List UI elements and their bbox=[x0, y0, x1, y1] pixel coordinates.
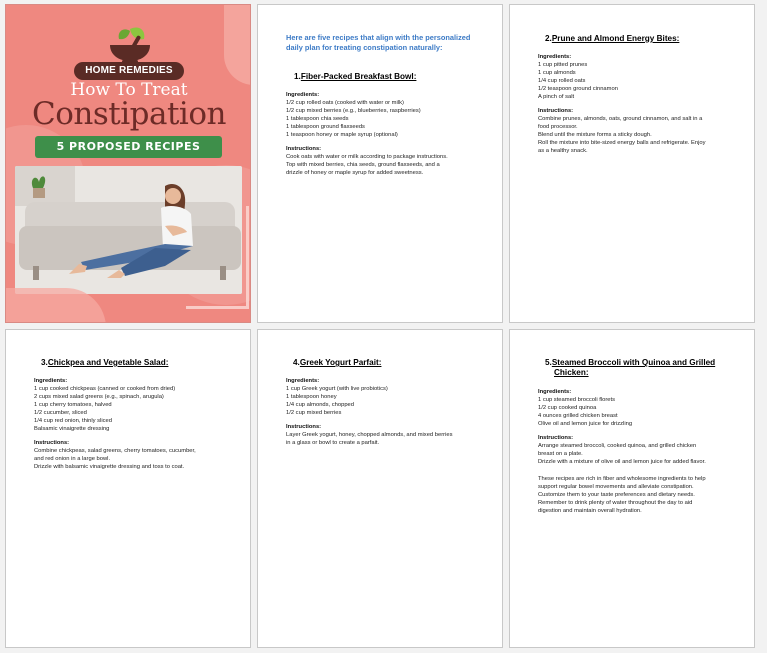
instructions-label: Instructions: bbox=[286, 424, 322, 430]
recipe-5-title-line2 bbox=[554, 368, 589, 378]
ingredient-line: 1/4 cup red onion, thinly sliced bbox=[34, 418, 112, 424]
recipe-2-title bbox=[545, 34, 679, 44]
instructions-label: Instructions: bbox=[34, 440, 70, 446]
instruction-line: Combine prunes, almonds, oats, ground cinnamon, and salt in a bbox=[538, 116, 703, 122]
cover-title-line1: How To Treat bbox=[70, 80, 188, 100]
cover-badge: HOME REMEDIES bbox=[74, 62, 184, 80]
instructions-label: Instructions: bbox=[538, 435, 574, 441]
page-2[interactable] bbox=[257, 4, 503, 323]
recipe-3-number: 3. bbox=[41, 358, 48, 367]
ingredient-line: 1 cup cooked chickpeas (canned or cooked from dried) bbox=[34, 386, 176, 392]
instruction-line: Combine chickpeas, salad greens, cherry tomatoes, cucumber, bbox=[34, 448, 196, 454]
recipe-3-name: Chickpea and Vegetable Salad: bbox=[47, 358, 169, 367]
instruction-line: Top with mixed berries, chia seeds, ground flaxseeds, and a bbox=[286, 162, 440, 168]
recipe-5-name-line1: Steamed Broccoli with Quinoa and Grilled bbox=[551, 358, 716, 367]
recipe-1-title bbox=[294, 72, 416, 82]
recipe-2-name: Prune and Almond Energy Bites: bbox=[551, 34, 680, 43]
woman-on-sofa-illustration bbox=[15, 166, 242, 294]
page-3[interactable] bbox=[509, 4, 755, 323]
closing-line: Remember to drink plenty of water throughout the day to aid bbox=[538, 500, 693, 506]
instruction-line: Blend until the mixture forms a sticky dough. bbox=[538, 132, 652, 138]
closing-line: digestion and maintain overall hydration. bbox=[538, 508, 642, 514]
closing-line: These recipes are rich in fiber and wholesome ingredients to help bbox=[538, 476, 706, 482]
page-4[interactable] bbox=[5, 329, 251, 648]
recipe-2-number: 2. bbox=[545, 34, 552, 43]
ingredient-line: 1/2 cup rolled oats (cooked with water or milk) bbox=[286, 100, 404, 106]
ingredients-label: Ingredients: bbox=[34, 378, 68, 384]
ingredients-label: Ingredients: bbox=[538, 389, 572, 395]
instruction-line: Arrange steamed broccoli, cooked quinoa, and grilled chicken bbox=[538, 443, 697, 449]
ingredient-line: Balsamic vinaigrette dressing bbox=[34, 426, 110, 432]
instruction-line: in a glass or bowl to create a parfait. bbox=[286, 440, 380, 446]
recipe-5-number: 5. bbox=[545, 358, 552, 367]
ingredient-line: 1 teaspoon honey or maple syrup (optional) bbox=[286, 132, 398, 138]
cover-decor-blob bbox=[224, 5, 251, 85]
ingredient-line: 1 cup steamed broccoli florets bbox=[538, 397, 616, 403]
ingredient-line: 1 cup almonds bbox=[538, 70, 576, 76]
instruction-line: as a healthy snack. bbox=[538, 148, 588, 154]
ingredient-line: 2 cups mixed salad greens (e.g., spinach, arugula) bbox=[34, 394, 164, 400]
recipe-1-number: 1. bbox=[294, 72, 301, 81]
ingredient-line: 1/2 cup mixed berries (e.g., blueberries, raspberries) bbox=[286, 108, 421, 114]
ingredient-line: 1/4 cup almonds, chopped bbox=[286, 402, 355, 408]
recipe-5-body bbox=[538, 388, 738, 515]
recipe-5-name-line2: Chicken: bbox=[554, 368, 589, 377]
ingredients-label: Ingredients: bbox=[286, 378, 320, 384]
ingredient-line: 1/4 cup rolled oats bbox=[538, 78, 586, 84]
page-6[interactable] bbox=[509, 329, 755, 648]
ingredient-line: 1/2 cucumber, sliced bbox=[34, 410, 87, 416]
instruction-line: Cook oats with water or milk according to package instructions. bbox=[286, 154, 448, 160]
cover-subtitle-banner: 5 PROPOSED RECIPES bbox=[35, 136, 222, 158]
ingredient-line: 1 tablespoon ground flaxseeds bbox=[286, 124, 365, 130]
instructions-label: Instructions: bbox=[286, 146, 322, 152]
ingredient-line: 1 tablespoon honey bbox=[286, 394, 337, 400]
mortar-pestle-leaf-logo bbox=[104, 25, 156, 65]
instruction-line: Drizzle with balsamic vinaigrette dressing and toss to coat. bbox=[34, 464, 185, 470]
recipe-2-body bbox=[538, 53, 738, 155]
recipe-5-title bbox=[545, 358, 715, 368]
ingredient-line: 4 ounces grilled chicken breast bbox=[538, 413, 618, 419]
recipe-3-body bbox=[34, 377, 234, 471]
closing-line: support regular bowel movements and alleviate constipation. bbox=[538, 484, 694, 490]
instruction-line: Drizzle with a mixture of olive oil and lemon juice for added flavor. bbox=[538, 459, 706, 465]
intro-paragraph: Here are five recipes that align with the personalized daily plan for treating constipation naturally: bbox=[286, 33, 471, 52]
ingredient-line: 1/2 teaspoon ground cinnamon bbox=[538, 86, 618, 92]
ingredient-line: 1/2 cup mixed berries bbox=[286, 410, 342, 416]
instruction-line: drizzle of honey or maple syrup for added sweetness. bbox=[286, 170, 424, 176]
recipe-3-title bbox=[41, 358, 168, 368]
recipe-4-title bbox=[293, 358, 381, 368]
page-5[interactable] bbox=[257, 329, 503, 648]
instruction-line: and red onion in a large bowl. bbox=[34, 456, 111, 462]
ingredient-line: Olive oil and lemon juice for drizzling bbox=[538, 421, 633, 427]
cover-page[interactable] bbox=[5, 4, 251, 323]
instruction-line: Roll the mixture into bite-sized energy balls and refrigerate. Enjoy bbox=[538, 140, 706, 146]
ingredient-line: 1/2 cup cooked quinoa bbox=[538, 405, 597, 411]
ingredient-line: 1 cup cherry tomatoes, halved bbox=[34, 402, 112, 408]
ingredient-line: 1 cup pitted prunes bbox=[538, 62, 588, 68]
recipe-4-number: 4. bbox=[293, 358, 300, 367]
ingredients-label: Ingredients: bbox=[538, 54, 572, 60]
instruction-line: food processor. bbox=[538, 124, 578, 130]
cover-photo bbox=[15, 166, 242, 294]
recipe-4-body bbox=[286, 377, 486, 447]
recipe-4-name: Greek Yogurt Parfait: bbox=[299, 358, 382, 367]
ingredient-line: 1 cup Greek yogurt (with live probiotics) bbox=[286, 386, 388, 392]
cover-title-line2: Constipation bbox=[32, 96, 226, 132]
closing-line: Customize them to your taste preferences and dietary needs. bbox=[538, 492, 695, 498]
instruction-line: Layer Greek yogurt, honey, chopped almonds, and mixed berries bbox=[286, 432, 453, 438]
recipe-1-body bbox=[286, 91, 486, 177]
ingredient-line: A pinch of salt bbox=[538, 94, 575, 100]
ingredient-line: 1 tablespoon chia seeds bbox=[286, 116, 349, 122]
instruction-line: breast on a plate. bbox=[538, 451, 583, 457]
ingredients-label: Ingredients: bbox=[286, 92, 320, 98]
instructions-label: Instructions: bbox=[538, 108, 574, 114]
recipe-1-name: Fiber-Packed Breakfast Bowl: bbox=[300, 72, 417, 81]
